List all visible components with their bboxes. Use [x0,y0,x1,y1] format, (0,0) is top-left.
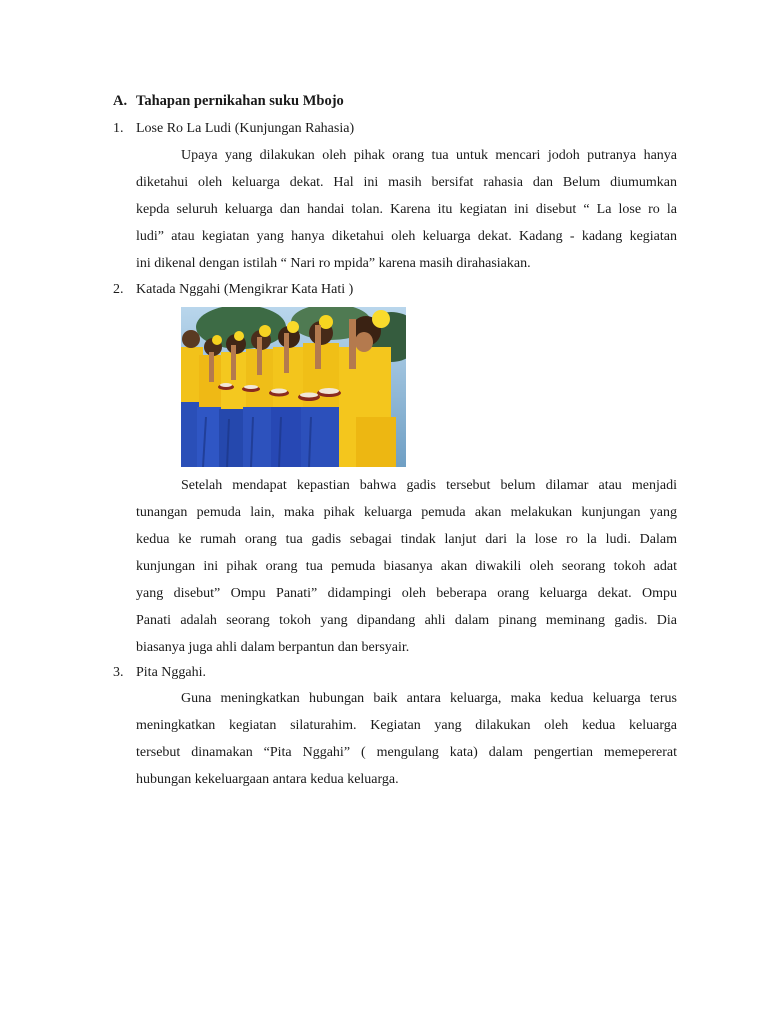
item-title-2 [113,282,353,298]
paragraph-line: ludi” atau kegiatan yang hanya diketahui oleh keluarga dekat. Kadang - kadang kegiatan [136,229,677,244]
section-heading-text: Tahapan pernikahan suku Mbojo [136,93,344,109]
paragraph-line: Guna meningkatkan hubungan baik antara keluarga, maka kedua keluarga terus [181,691,677,706]
item-number: 2. [113,282,124,297]
item-title-1 [113,121,354,137]
paragraph-1 [136,142,677,277]
paragraph-line: tunangan pemuda lain, maka pihak keluarga pemuda akan melakukan kunjungan yang [136,505,677,520]
section-heading [113,93,344,110]
paragraph-line: Upaya yang dilakukan oleh pihak orang tua untuk mencari jodoh putranya hanya [181,148,677,163]
paragraph-line: diketahui oleh keluarga dekat. Hal ini masih bersifat rahasia dan Belum diumumkan [136,175,677,190]
paragraph-line: hubungan kekeluargaan antara kedua keluarga. [136,772,399,787]
paragraph-line: ini dikenal dengan istilah “ Nari ro mpida” karena masih dirahasiakan. [136,256,531,271]
item-title-text: Katada Nggahi (Mengikrar Kata Hati ) [136,282,354,297]
paragraph-3 [136,685,677,793]
paragraph-line: kedua ke rumah orang tua gadis sebagai tindak lanjut dari la lose ro la ludi. Dalam [136,532,677,547]
section-marker: A. [113,93,128,109]
paragraph-line: Panati adalah seorang tokoh yang dipandang ahli dalam pinang meminang gadis. Dia [136,613,677,628]
item-number: 3. [113,665,124,680]
paragraph-line: kunjungan ini pihak orang tua pemuda biasanya akan diwakili oleh seorang tokoh adat [136,559,677,574]
item-title-3 [113,665,206,681]
paragraph-2 [136,472,677,661]
paragraph-line: kepda seluruh keluarga dan handai tolan. Karena itu kegiatan ini disebut “ La lose ro la [136,202,677,217]
item-number: 1. [113,121,124,136]
paragraph-line: biasanya juga ahli dalam berpantun dan bersyair. [136,640,410,655]
paragraph-line: yang disebut” Ompu Panati” didampingi oleh beberapa orang keluarga dekat. Ompu [136,586,677,601]
paragraph-line: meningkatkan kegiatan silaturahim. Kegiatan yang dilakukan oleh kedua keluarga [136,718,677,733]
paragraph-line: Setelah mendapat kepastian bahwa gadis tersebut belum dilamar atau menjadi [181,478,677,493]
dancers-photo [181,307,406,467]
item-title-text: Pita Nggahi. [136,665,206,680]
paragraph-line: tersebut dinamakan “Pita Nggahi” ( mengulang kata) dalam pengertian memepererat [136,745,677,760]
item-title-text: Lose Ro La Ludi (Kunjungan Rahasia) [136,121,355,136]
